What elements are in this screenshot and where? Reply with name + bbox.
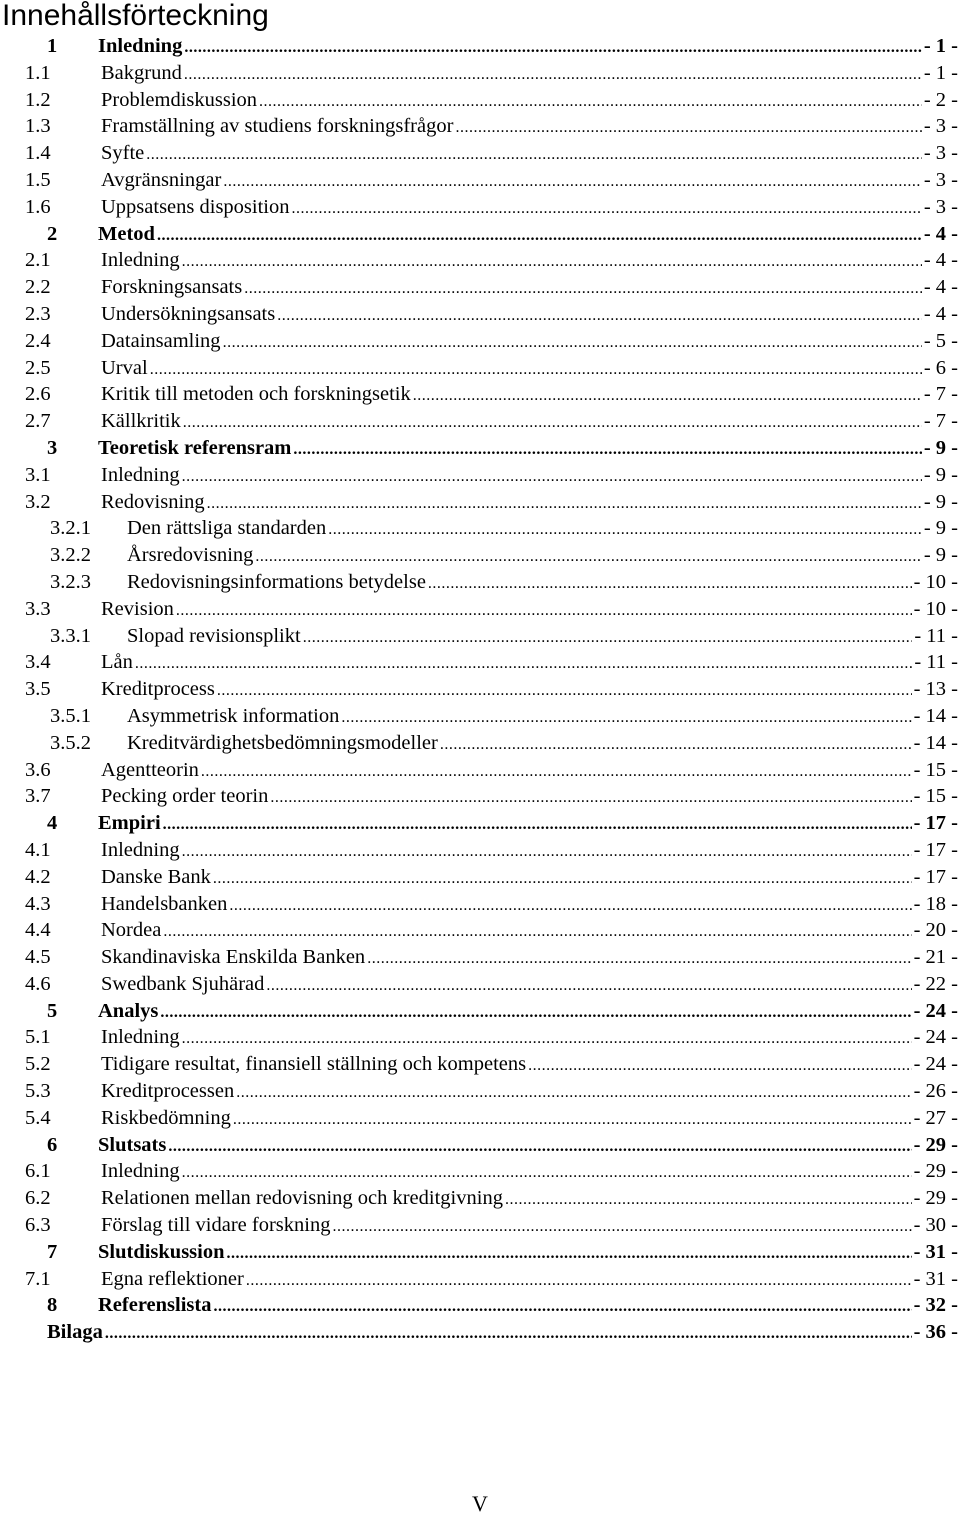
toc-entry-number: 2.1 bbox=[25, 249, 51, 272]
toc-entry-line bbox=[101, 194, 958, 223]
toc-entry-page: - 32 - bbox=[913, 1294, 958, 1317]
toc-entry[interactable] bbox=[0, 33, 960, 60]
toc-entry-line bbox=[101, 140, 958, 169]
toc-leader-dots bbox=[223, 169, 922, 196]
toc-entry-page: - 18 - bbox=[913, 892, 958, 915]
toc-entry-number: 3.2.2 bbox=[50, 544, 91, 567]
toc-entry-page: - 13 - bbox=[913, 678, 958, 701]
toc-entry-number: 4.4 bbox=[25, 919, 51, 942]
toc-entry[interactable] bbox=[0, 998, 960, 1025]
toc-entry[interactable] bbox=[0, 971, 960, 998]
toc-entry-line bbox=[101, 167, 958, 196]
toc-entry[interactable] bbox=[0, 167, 960, 194]
toc-entry-line bbox=[98, 435, 958, 464]
toc-leader-dots bbox=[413, 383, 922, 410]
toc-entry-page: - 9 - bbox=[923, 463, 958, 486]
toc-entry[interactable] bbox=[0, 596, 960, 623]
toc-entry-page: - 10 - bbox=[913, 570, 958, 593]
toc-leader-dots bbox=[135, 651, 912, 678]
toc-entry-label: Riskbedömning bbox=[101, 1106, 231, 1129]
toc-entry-line bbox=[101, 1024, 958, 1053]
toc-entry-line bbox=[127, 623, 958, 652]
toc-entry-page: - 31 - bbox=[913, 1240, 958, 1263]
toc-entry-number: 1.2 bbox=[25, 88, 51, 111]
toc-leader-dots bbox=[236, 1080, 911, 1107]
toc-entry[interactable] bbox=[0, 1212, 960, 1239]
toc-entry[interactable] bbox=[0, 274, 960, 301]
toc-entry-page: - 7 - bbox=[923, 410, 958, 433]
toc-entry-number: 3.4 bbox=[25, 651, 51, 674]
toc-entry-number: 6.2 bbox=[25, 1187, 51, 1210]
toc-entry-page: - 4 - bbox=[923, 276, 958, 299]
toc-entry-line bbox=[101, 60, 958, 89]
toc-entry[interactable] bbox=[0, 730, 960, 757]
toc-entry[interactable] bbox=[0, 247, 960, 274]
toc-leader-dots bbox=[207, 491, 922, 518]
toc-entry-number: 2.7 bbox=[25, 410, 51, 433]
toc-entry-label: Revision bbox=[101, 597, 174, 620]
toc-entry[interactable] bbox=[0, 462, 960, 489]
toc-leader-dots bbox=[217, 678, 912, 705]
toc-entry[interactable] bbox=[0, 1292, 960, 1319]
toc-entry-label: Inledning bbox=[101, 1160, 180, 1183]
toc-entry-line bbox=[98, 998, 958, 1027]
toc-entry-label: Inledning bbox=[98, 35, 183, 57]
toc-entry-label: Slopad revisionsplikt bbox=[127, 624, 301, 647]
toc-entry-number: 3.3 bbox=[25, 597, 51, 620]
toc-entry-number: 4.3 bbox=[25, 892, 51, 915]
toc-entry-page: - 4 - bbox=[923, 222, 958, 245]
toc-entry-line bbox=[101, 113, 958, 142]
toc-entry-label: Källkritik bbox=[101, 410, 181, 433]
toc-entry-label: Asymmetrisk information bbox=[127, 704, 340, 727]
toc-entry-page: - 2 - bbox=[923, 88, 958, 111]
toc-leader-dots bbox=[259, 89, 922, 116]
toc-entry[interactable] bbox=[0, 221, 960, 248]
toc-entry-number: 5.1 bbox=[25, 1026, 51, 1049]
toc-entry-page: - 17 - bbox=[913, 838, 958, 861]
toc-entry[interactable] bbox=[0, 113, 960, 140]
toc-entry-label: Metod bbox=[98, 222, 155, 245]
toc-leader-dots bbox=[233, 1107, 912, 1134]
toc-entry-page: - 21 - bbox=[913, 946, 958, 969]
toc-entry-number: 6.1 bbox=[25, 1160, 51, 1183]
toc-entry[interactable] bbox=[0, 649, 960, 676]
toc-entry-line bbox=[127, 730, 958, 759]
toc-entry-page: - 7 - bbox=[923, 383, 958, 406]
toc-entry[interactable] bbox=[0, 810, 960, 837]
toc-entry-number: 4.5 bbox=[25, 946, 51, 969]
toc-entry-line bbox=[127, 515, 958, 544]
toc-entry-number: 4.2 bbox=[25, 865, 51, 888]
toc-leader-dots bbox=[303, 625, 913, 652]
toc-entry-number: 5.3 bbox=[25, 1080, 51, 1103]
toc-entry-number: 3 bbox=[47, 436, 58, 459]
toc-leader-dots bbox=[157, 223, 922, 250]
toc-entry[interactable] bbox=[0, 891, 960, 918]
toc-entry-page: - 10 - bbox=[913, 597, 958, 620]
toc-entry-label: Problemdiskussion bbox=[101, 88, 258, 111]
toc-entry[interactable] bbox=[0, 783, 960, 810]
toc-entry-page: - 36 - bbox=[913, 1321, 958, 1344]
toc-entry-label: Kreditprocessen bbox=[101, 1080, 235, 1103]
toc-entry[interactable] bbox=[0, 1051, 960, 1078]
toc-entry[interactable] bbox=[0, 676, 960, 703]
toc-entry-page: - 9 - bbox=[923, 490, 958, 513]
toc-entry-line bbox=[101, 355, 958, 384]
toc-entry[interactable] bbox=[0, 1024, 960, 1051]
toc-entry-line bbox=[98, 1132, 958, 1161]
toc-entry-page: - 22 - bbox=[913, 972, 958, 995]
toc-entry-label: Urval bbox=[101, 356, 148, 379]
toc-entry-label: Lån bbox=[101, 651, 133, 674]
toc-entry[interactable] bbox=[0, 515, 960, 542]
toc-entry[interactable] bbox=[0, 1239, 960, 1266]
toc-leader-dots bbox=[105, 1321, 912, 1348]
toc-entry-label: Syfte bbox=[101, 142, 145, 165]
toc-entry-page: - 17 - bbox=[913, 865, 958, 888]
toc-entry-label: Uppsatsens disposition bbox=[101, 195, 290, 218]
toc-entry-page: - 29 - bbox=[913, 1133, 958, 1156]
toc-entry-label: Framställning av studiens forskningsfrågor bbox=[101, 115, 454, 138]
toc-entry-line bbox=[101, 328, 958, 357]
toc-entry[interactable] bbox=[0, 301, 960, 328]
toc-entry-number: 1.3 bbox=[25, 115, 51, 138]
toc-entry[interactable] bbox=[0, 1185, 960, 1212]
toc-leader-dots bbox=[270, 785, 911, 812]
toc-entry-page: - 14 - bbox=[913, 731, 958, 754]
toc-leader-dots bbox=[244, 276, 922, 303]
toc-entry-line bbox=[101, 837, 958, 866]
toc-entry-number: 3.6 bbox=[25, 758, 51, 781]
toc-entry-label: Teoretisk referensram bbox=[98, 436, 292, 459]
toc-entry-line bbox=[101, 891, 958, 920]
toc-entry-number: 7.1 bbox=[25, 1267, 51, 1290]
toc-entry-line bbox=[101, 917, 958, 946]
toc-entry[interactable] bbox=[0, 703, 960, 730]
toc-entry-page: - 30 - bbox=[913, 1214, 958, 1237]
toc-entry-page: - 1 - bbox=[923, 35, 958, 57]
toc-entry-page: - 1 - bbox=[923, 61, 958, 84]
toc-entry-number: 2.2 bbox=[25, 276, 51, 299]
toc-entry-line bbox=[127, 542, 958, 571]
toc-leader-dots bbox=[293, 437, 921, 464]
toc-entry-label: Undersökningsansats bbox=[101, 302, 276, 325]
toc-entry-page: - 9 - bbox=[923, 436, 958, 459]
toc-entry[interactable] bbox=[0, 917, 960, 944]
toc-entry-line bbox=[98, 1292, 958, 1321]
toc-entry[interactable] bbox=[0, 1105, 960, 1132]
toc-entry[interactable] bbox=[0, 542, 960, 569]
toc-entry-line bbox=[101, 462, 958, 491]
toc-entry[interactable] bbox=[0, 140, 960, 167]
toc-leader-dots bbox=[150, 357, 922, 384]
toc-entry-line bbox=[101, 381, 958, 410]
toc-entry-number: 3.5 bbox=[25, 678, 51, 701]
toc-entry-number: 1.6 bbox=[25, 195, 51, 218]
toc-entry[interactable] bbox=[0, 194, 960, 221]
toc-entry-label: Årsredovisning bbox=[127, 544, 254, 567]
toc-entry-number: 1.1 bbox=[25, 61, 51, 84]
toc-leader-dots bbox=[182, 249, 922, 276]
toc-entry-page: - 15 - bbox=[913, 758, 958, 781]
toc-entry-number: 3.2 bbox=[25, 490, 51, 513]
toc-entry-page: - 29 - bbox=[913, 1160, 958, 1183]
toc-leader-dots bbox=[227, 1241, 912, 1268]
toc-entry-page: - 26 - bbox=[913, 1080, 958, 1103]
toc-entry[interactable] bbox=[0, 60, 960, 87]
toc-entry-label: Redovisning bbox=[101, 490, 205, 513]
toc-entry-page: - 20 - bbox=[913, 919, 958, 942]
toc-entry-number: 6 bbox=[47, 1133, 58, 1156]
page-number: V bbox=[472, 1491, 488, 1516]
toc-entry-line bbox=[98, 810, 958, 839]
toc-entry-line bbox=[101, 649, 958, 678]
toc-entry-label: Skandinaviska Enskilda Banken bbox=[101, 946, 366, 969]
toc-leader-dots bbox=[201, 759, 912, 786]
toc-leader-dots bbox=[182, 464, 922, 491]
toc-entry-number: 4 bbox=[47, 812, 58, 835]
toc-entry-label: Inledning bbox=[101, 838, 180, 861]
toc-leader-dots bbox=[182, 839, 912, 866]
toc-entry-number: 3.5.1 bbox=[50, 704, 91, 727]
toc-entry-page: - 3 - bbox=[923, 168, 958, 191]
toc-entry-number: 5.4 bbox=[25, 1106, 51, 1129]
toc-entry-page: - 29 - bbox=[913, 1187, 958, 1210]
toc-leader-dots bbox=[182, 1026, 912, 1053]
toc-entry-page: - 3 - bbox=[923, 115, 958, 138]
toc-entry-label: Kritik till metoden och forskningsetik bbox=[101, 383, 411, 406]
toc-entry-number: 7 bbox=[47, 1240, 58, 1263]
toc-entry-page: - 3 - bbox=[923, 142, 958, 165]
toc-entry[interactable] bbox=[0, 1266, 960, 1293]
toc-entry-label: Kreditprocess bbox=[101, 678, 215, 701]
toc-entry-line bbox=[127, 703, 958, 732]
toc-entry-number: 1.5 bbox=[25, 168, 51, 191]
toc-entry-line bbox=[101, 1078, 958, 1107]
toc-leader-dots bbox=[184, 35, 922, 62]
toc-entry-number: 2.3 bbox=[25, 302, 51, 325]
toc-leader-dots bbox=[213, 1294, 911, 1321]
toc-entry[interactable] bbox=[0, 1132, 960, 1159]
toc-leader-dots bbox=[428, 571, 912, 598]
toc-leader-dots bbox=[292, 196, 922, 223]
toc-entry[interactable] bbox=[0, 1319, 960, 1346]
toc-entry-label: Relationen mellan redovisning och kreditgivning bbox=[101, 1187, 503, 1210]
toc-leader-dots bbox=[160, 1000, 911, 1027]
toc-entry-line bbox=[101, 247, 958, 276]
toc-entry-line bbox=[101, 676, 958, 705]
toc-entry-line bbox=[101, 944, 958, 973]
toc-leader-dots bbox=[184, 62, 922, 89]
toc-leader-dots bbox=[213, 866, 912, 893]
toc-entry-line bbox=[101, 1212, 958, 1241]
toc-entry-line bbox=[101, 1051, 958, 1080]
toc-entry-page: - 11 - bbox=[914, 624, 958, 647]
toc-entry-label: Bilaga bbox=[47, 1321, 103, 1344]
toc-entry-line bbox=[101, 408, 958, 437]
toc-entry[interactable] bbox=[0, 408, 960, 435]
toc-leader-dots bbox=[277, 303, 922, 330]
toc-entry-line bbox=[101, 1105, 958, 1134]
toc-entry-label: Inledning bbox=[101, 1026, 180, 1049]
toc-entry-number: 2.4 bbox=[25, 329, 51, 352]
toc-leader-dots bbox=[328, 517, 922, 544]
toc-entry-label: Förslag till vidare forskning bbox=[101, 1214, 331, 1237]
toc-entry-label: Tidigare resultat, finansiell ställning och kompetens bbox=[101, 1053, 527, 1076]
table-of-contents bbox=[0, 33, 960, 1346]
toc-entry-line bbox=[101, 1185, 958, 1214]
toc-entry-page: - 9 - bbox=[923, 544, 958, 567]
toc-entry-line bbox=[101, 1158, 958, 1187]
toc-leader-dots bbox=[341, 705, 911, 732]
toc-leader-dots bbox=[163, 919, 911, 946]
toc-entry-number: 3.2.1 bbox=[50, 517, 91, 540]
toc-leader-dots bbox=[528, 1053, 911, 1080]
toc-entry-page: - 14 - bbox=[913, 704, 958, 727]
toc-entry-page: - 24 - bbox=[913, 1053, 958, 1076]
toc-entry[interactable] bbox=[0, 944, 960, 971]
toc-entry-number: 5 bbox=[47, 999, 58, 1022]
toc-entry[interactable] bbox=[0, 355, 960, 382]
toc-entry-page: - 17 - bbox=[913, 812, 958, 835]
toc-entry-number: 3.1 bbox=[25, 463, 51, 486]
toc-entry-number: 2.6 bbox=[25, 383, 51, 406]
toc-entry[interactable] bbox=[0, 864, 960, 891]
toc-leader-dots bbox=[505, 1187, 912, 1214]
toc-entry-line bbox=[98, 1239, 958, 1268]
toc-leader-dots bbox=[168, 1134, 911, 1161]
toc-entry-number: 2 bbox=[47, 222, 58, 245]
toc-entry-label: Slutdiskussion bbox=[98, 1240, 225, 1263]
toc-leader-dots bbox=[229, 893, 911, 920]
toc-entry[interactable] bbox=[0, 435, 960, 462]
toc-entry-page: - 9 - bbox=[923, 517, 958, 540]
toc-entry-label: Referenslista bbox=[98, 1294, 212, 1317]
toc-entry-line bbox=[101, 757, 958, 786]
toc-entry-label: Redovisningsinformations betydelse bbox=[127, 570, 426, 593]
toc-entry-line bbox=[98, 33, 958, 62]
toc-entry-label: Den rättsliga standarden bbox=[127, 517, 327, 540]
toc-entry-page: - 24 - bbox=[913, 999, 958, 1022]
toc-entry-line bbox=[101, 274, 958, 303]
toc-entry-line bbox=[101, 864, 958, 893]
toc-entry-number: 4.6 bbox=[25, 972, 51, 995]
toc-entry-label: Datainsamling bbox=[101, 329, 221, 352]
toc-entry-page: - 3 - bbox=[923, 195, 958, 218]
toc-entry-number: 3.7 bbox=[25, 785, 51, 808]
toc-leader-dots bbox=[246, 1268, 912, 1295]
toc-entry[interactable] bbox=[0, 87, 960, 114]
toc-leader-dots bbox=[440, 732, 912, 759]
toc-entry-number: 3.5.2 bbox=[50, 731, 91, 754]
toc-entry-label: Handelsbanken bbox=[101, 892, 228, 915]
toc-leader-dots bbox=[255, 544, 921, 571]
toc-entry[interactable] bbox=[0, 489, 960, 516]
toc-entry-label: Bakgrund bbox=[101, 61, 182, 84]
toc-leader-dots bbox=[266, 973, 911, 1000]
toc-leader-dots bbox=[367, 946, 911, 973]
toc-entry-label: Inledning bbox=[101, 463, 180, 486]
toc-entry-number: 1 bbox=[47, 35, 58, 57]
toc-entry-page: - 6 - bbox=[923, 356, 958, 379]
toc-leader-dots bbox=[223, 330, 922, 357]
toc-entry[interactable] bbox=[0, 623, 960, 650]
toc-entry-label: Slutsats bbox=[98, 1133, 167, 1156]
toc-entry-label: Swedbank Sjuhärad bbox=[101, 972, 265, 995]
toc-entry-label: Danske Bank bbox=[101, 865, 211, 888]
toc-entry[interactable] bbox=[0, 837, 960, 864]
toc-entry[interactable] bbox=[0, 569, 960, 596]
toc-entry-label: Inledning bbox=[101, 249, 180, 272]
toc-entry-line bbox=[101, 301, 958, 330]
toc-entry-label: Kreditvärdighetsbedömningsmodeller bbox=[127, 731, 438, 754]
toc-entry-label: Forskningsansats bbox=[101, 276, 243, 299]
toc-entry-number: 3.2.3 bbox=[50, 570, 91, 593]
toc-entry-number: 5.2 bbox=[25, 1053, 51, 1076]
toc-leader-dots bbox=[183, 410, 922, 437]
toc-leader-dots bbox=[163, 812, 912, 839]
toc-entry-number: 8 bbox=[47, 1294, 58, 1317]
toc-entry-label: Nordea bbox=[101, 919, 162, 942]
toc-entry-label: Agentteorin bbox=[101, 758, 199, 781]
toc-entry-line bbox=[101, 1266, 958, 1295]
toc-entry-line bbox=[101, 971, 958, 1000]
toc-leader-dots bbox=[182, 1160, 912, 1187]
toc-entry-number: 4.1 bbox=[25, 838, 51, 861]
toc-entry-line bbox=[98, 221, 958, 250]
toc-entry-label: Empiri bbox=[98, 812, 161, 835]
toc-entry[interactable] bbox=[0, 757, 960, 784]
toc-entry-page: - 27 - bbox=[913, 1106, 958, 1129]
toc-entry-page: - 5 - bbox=[923, 329, 958, 352]
toc-entry-page: - 15 - bbox=[913, 785, 958, 808]
toc-entry-label: Pecking order teorin bbox=[101, 785, 269, 808]
toc-entry-page: - 24 - bbox=[913, 1026, 958, 1049]
toc-leader-dots bbox=[332, 1214, 911, 1241]
toc-entry-label: Egna reflektioner bbox=[101, 1267, 244, 1290]
toc-entry-label: Analys bbox=[98, 999, 159, 1022]
toc-entry-page: - 11 - bbox=[914, 651, 958, 674]
toc-leader-dots bbox=[146, 142, 922, 169]
toc-entry-number: 2.5 bbox=[25, 356, 51, 379]
toc-entry-number: 3.3.1 bbox=[50, 624, 91, 647]
toc-leader-dots bbox=[455, 115, 921, 142]
toc-entry-number: 6.3 bbox=[25, 1214, 51, 1237]
toc-leader-dots bbox=[176, 598, 912, 625]
toc-entry-label: Avgränsningar bbox=[101, 168, 222, 191]
toc-entry-number: 1.4 bbox=[25, 142, 51, 165]
toc-entry[interactable] bbox=[0, 1158, 960, 1185]
page-title: Innehållsförteckning bbox=[2, 0, 269, 32]
toc-entry-line bbox=[101, 596, 958, 625]
toc-entry-page: - 4 - bbox=[923, 249, 958, 272]
toc-entry-line bbox=[101, 489, 958, 518]
toc-entry-line bbox=[101, 87, 958, 116]
toc-entry-page: - 4 - bbox=[923, 302, 958, 325]
toc-entry[interactable] bbox=[0, 1078, 960, 1105]
toc-entry-line bbox=[127, 569, 958, 598]
toc-entry[interactable] bbox=[0, 381, 960, 408]
toc-entry-page: - 31 - bbox=[913, 1267, 958, 1290]
toc-entry-line bbox=[101, 783, 958, 812]
toc-entry[interactable] bbox=[0, 328, 960, 355]
toc-entry-line bbox=[47, 1319, 958, 1348]
